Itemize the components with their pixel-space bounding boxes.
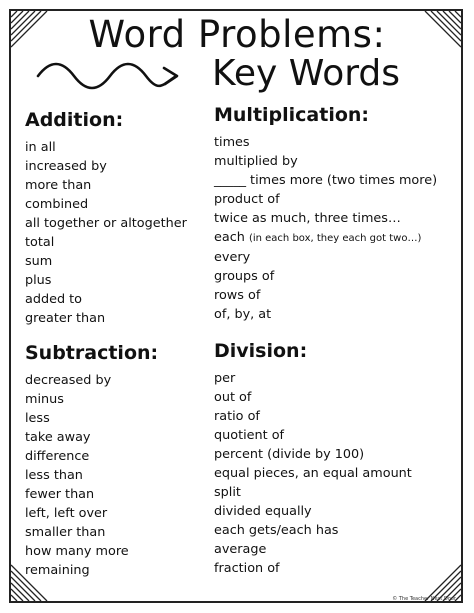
subtraction-list — [25, 371, 158, 580]
list-item — [214, 228, 437, 248]
multiplication-heading: Multiplication: — [214, 104, 370, 126]
list-item: ratio of — [214, 409, 260, 424]
division-list — [214, 369, 412, 578]
title-line-1: Word Problems: — [88, 13, 386, 56]
list-item: all together or altogether — [25, 216, 187, 231]
corner-stripes-decoration — [417, 557, 461, 601]
list-item: greater than — [25, 311, 106, 326]
list-item: split — [214, 485, 241, 500]
list-item: per — [214, 371, 236, 386]
division-heading: Division: — [214, 340, 308, 362]
list-item: take away — [25, 430, 91, 445]
list-item: _____ times more (two times more) — [214, 173, 438, 188]
list-item: average — [214, 542, 267, 557]
list-item: increased by — [25, 159, 107, 174]
list-item: sum — [25, 254, 53, 269]
list-item: each gets/each has — [214, 523, 339, 538]
list-item: percent (divide by 100) — [214, 447, 365, 462]
addition-list — [25, 138, 187, 328]
list-item: remaining — [25, 563, 90, 578]
list-item: left, left over — [25, 506, 108, 521]
list-item: twice as much, three times… — [214, 211, 401, 226]
list-item: plus — [25, 273, 52, 288]
list-item: every — [214, 250, 251, 265]
list-item: decreased by — [25, 373, 112, 388]
list-item: equal pieces, an equal amount — [214, 466, 412, 481]
list-item: minus — [25, 392, 64, 407]
multiplication-section — [214, 103, 437, 324]
list-item: groups of — [214, 269, 275, 284]
list-item: more than — [25, 178, 92, 193]
list-item: out of — [214, 390, 252, 405]
list-item: fraction of — [214, 561, 280, 576]
list-item: product of — [214, 192, 280, 207]
list-item: smaller than — [25, 525, 106, 540]
multiplication-list — [214, 133, 437, 324]
list-item: how many more — [25, 544, 129, 559]
list-item: less than — [25, 468, 83, 483]
title-line-2: Key Words — [212, 53, 400, 94]
list-item: rows of — [214, 288, 261, 303]
list-item: difference — [25, 449, 90, 464]
copyright-footer: © The Teacher Next Door — [392, 596, 456, 602]
each-note: (in each box, they each got two…) — [248, 233, 422, 244]
list-item: of, by, at — [214, 307, 272, 322]
addition-heading: Addition: — [25, 109, 124, 131]
list-item: fewer than — [25, 487, 95, 502]
list-item: less — [25, 411, 50, 426]
list-item: multiplied by — [214, 154, 298, 169]
list-item: quotient of — [214, 428, 285, 443]
list-item: added to — [25, 292, 82, 307]
list-item: times — [214, 135, 250, 150]
list-item: in all — [25, 140, 56, 155]
list-item: total — [25, 235, 55, 250]
list-item: combined — [25, 197, 89, 212]
subtraction-section — [25, 341, 158, 580]
squiggle-arrow-icon — [36, 62, 188, 92]
addition-section — [25, 108, 187, 328]
list-item: divided equally — [214, 504, 312, 519]
subtraction-heading: Subtraction: — [25, 342, 159, 364]
division-section — [214, 339, 412, 578]
each-label: each — [214, 230, 245, 245]
